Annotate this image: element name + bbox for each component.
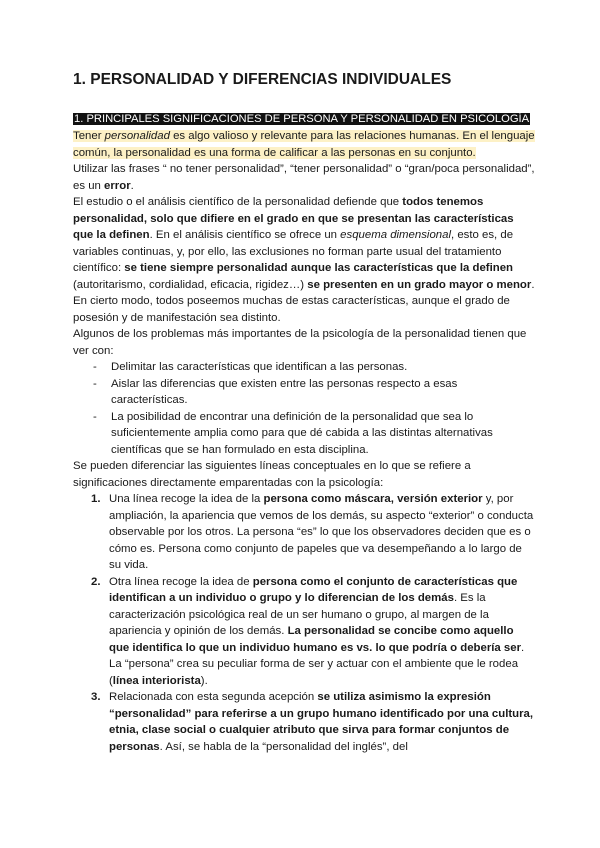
list-item: - Aislar las diferencias que existen entre las personas respecto a esas características.	[93, 376, 535, 409]
list-item: 3. Relacionada con esta segunda acepción se utiliza asimismo la expresión “personalidad” para referirse a un grupo humano identificado por una cultura, etnia, clase social o cualquier atributo que sirva para formar conjuntos de personas. Así, se habla de la “personalidad del inglés”, del	[91, 691, 534, 753]
intro-paragraph	[73, 128, 535, 161]
page-title: 1. PERSONALIDAD Y DIFERENCIAS INDIVIDUALES	[73, 71, 452, 88]
problems-paragraph: Algunos de los problemas más importantes de la psicología de la personalidad tienen que ver con:	[73, 328, 527, 357]
list-item: - Delimitar las características que identifican a las personas.	[93, 359, 535, 376]
error-paragraph: Utilizar las frases “ no tener personalidad”, “tener personalidad” o “gran/poca personalidad”, es un error.	[73, 163, 535, 192]
conceptual-lines-list	[73, 491, 535, 755]
list-item: 1. Una línea recoge la idea de la persona como máscara, versión exterior y, por ampliación, la apariencia que vemos de los demás, su aspecto “exterior” o conducta observable por los otros. La persona “es” lo que los observadores deciden que es o cómo es. Persona como conjunto de papeles que va desempeñando a lo largo de su vida.	[91, 493, 534, 571]
document-content	[73, 70, 535, 755]
conceptual-lines-paragraph: Se pueden diferenciar las siguientes líneas conceptuales en lo que se refiere a significaciones directamente emparentadas con la psicología:	[73, 460, 471, 489]
problems-list	[73, 359, 535, 458]
highlighted-text: Tener personalidad es algo valioso y relevante para las relaciones humanas. En el lenguaje común, la personalidad es una forma de calificar a las personas en su conjunto.	[73, 130, 535, 159]
section-subtitle-wrap	[73, 111, 535, 128]
section-subtitle: 1. PRINCIPALES SIGNIFICACIONES DE PERSONA Y PERSONALIDAD EN PSICOLOGÍA	[74, 113, 530, 125]
list-item: 2. Otra línea recoge la idea de persona como el conjunto de características que identifican a un individuo o grupo y lo diferencian de los demás. Es la caracterización psicológica real de un ser humano o grupo, al margen de la apariencia y opinión de los demás. La personalidad se concibe como aquello que identifica lo que un individuo humano es vs. lo que podría o debería ser. La “persona” crea su peculiar forma de ser y actuar con el ambiente que le rodea (línea interiorista).	[91, 575, 525, 687]
scientific-paragraph: El estudio o el análisis científico de la personalidad defiende que todos tenemos personalidad, solo que difiere en el grado en que se presentan las características que la definen. En el análisis científico se ofrece un esquema dimensional, esto es, de variables continuas, y, por ello, las exclusiones no forman parte usual del tratamiento científico: se tiene siempre personalidad aunque las características que la definen (autoritarismo, cordialidad, eficacia, rigidez…) se presenten en un grado mayor o menor. En cierto modo, todos poseemos muchas de estas características, aunque el grado de posesión y de manifestación sea distinto.	[73, 196, 535, 324]
list-item: - La posibilidad de encontrar una definición de la personalidad que sea lo suficientemente amplia como para que dé cabida a las distintas alternativas científicas que se han formulado en esta disciplina.	[93, 409, 535, 459]
